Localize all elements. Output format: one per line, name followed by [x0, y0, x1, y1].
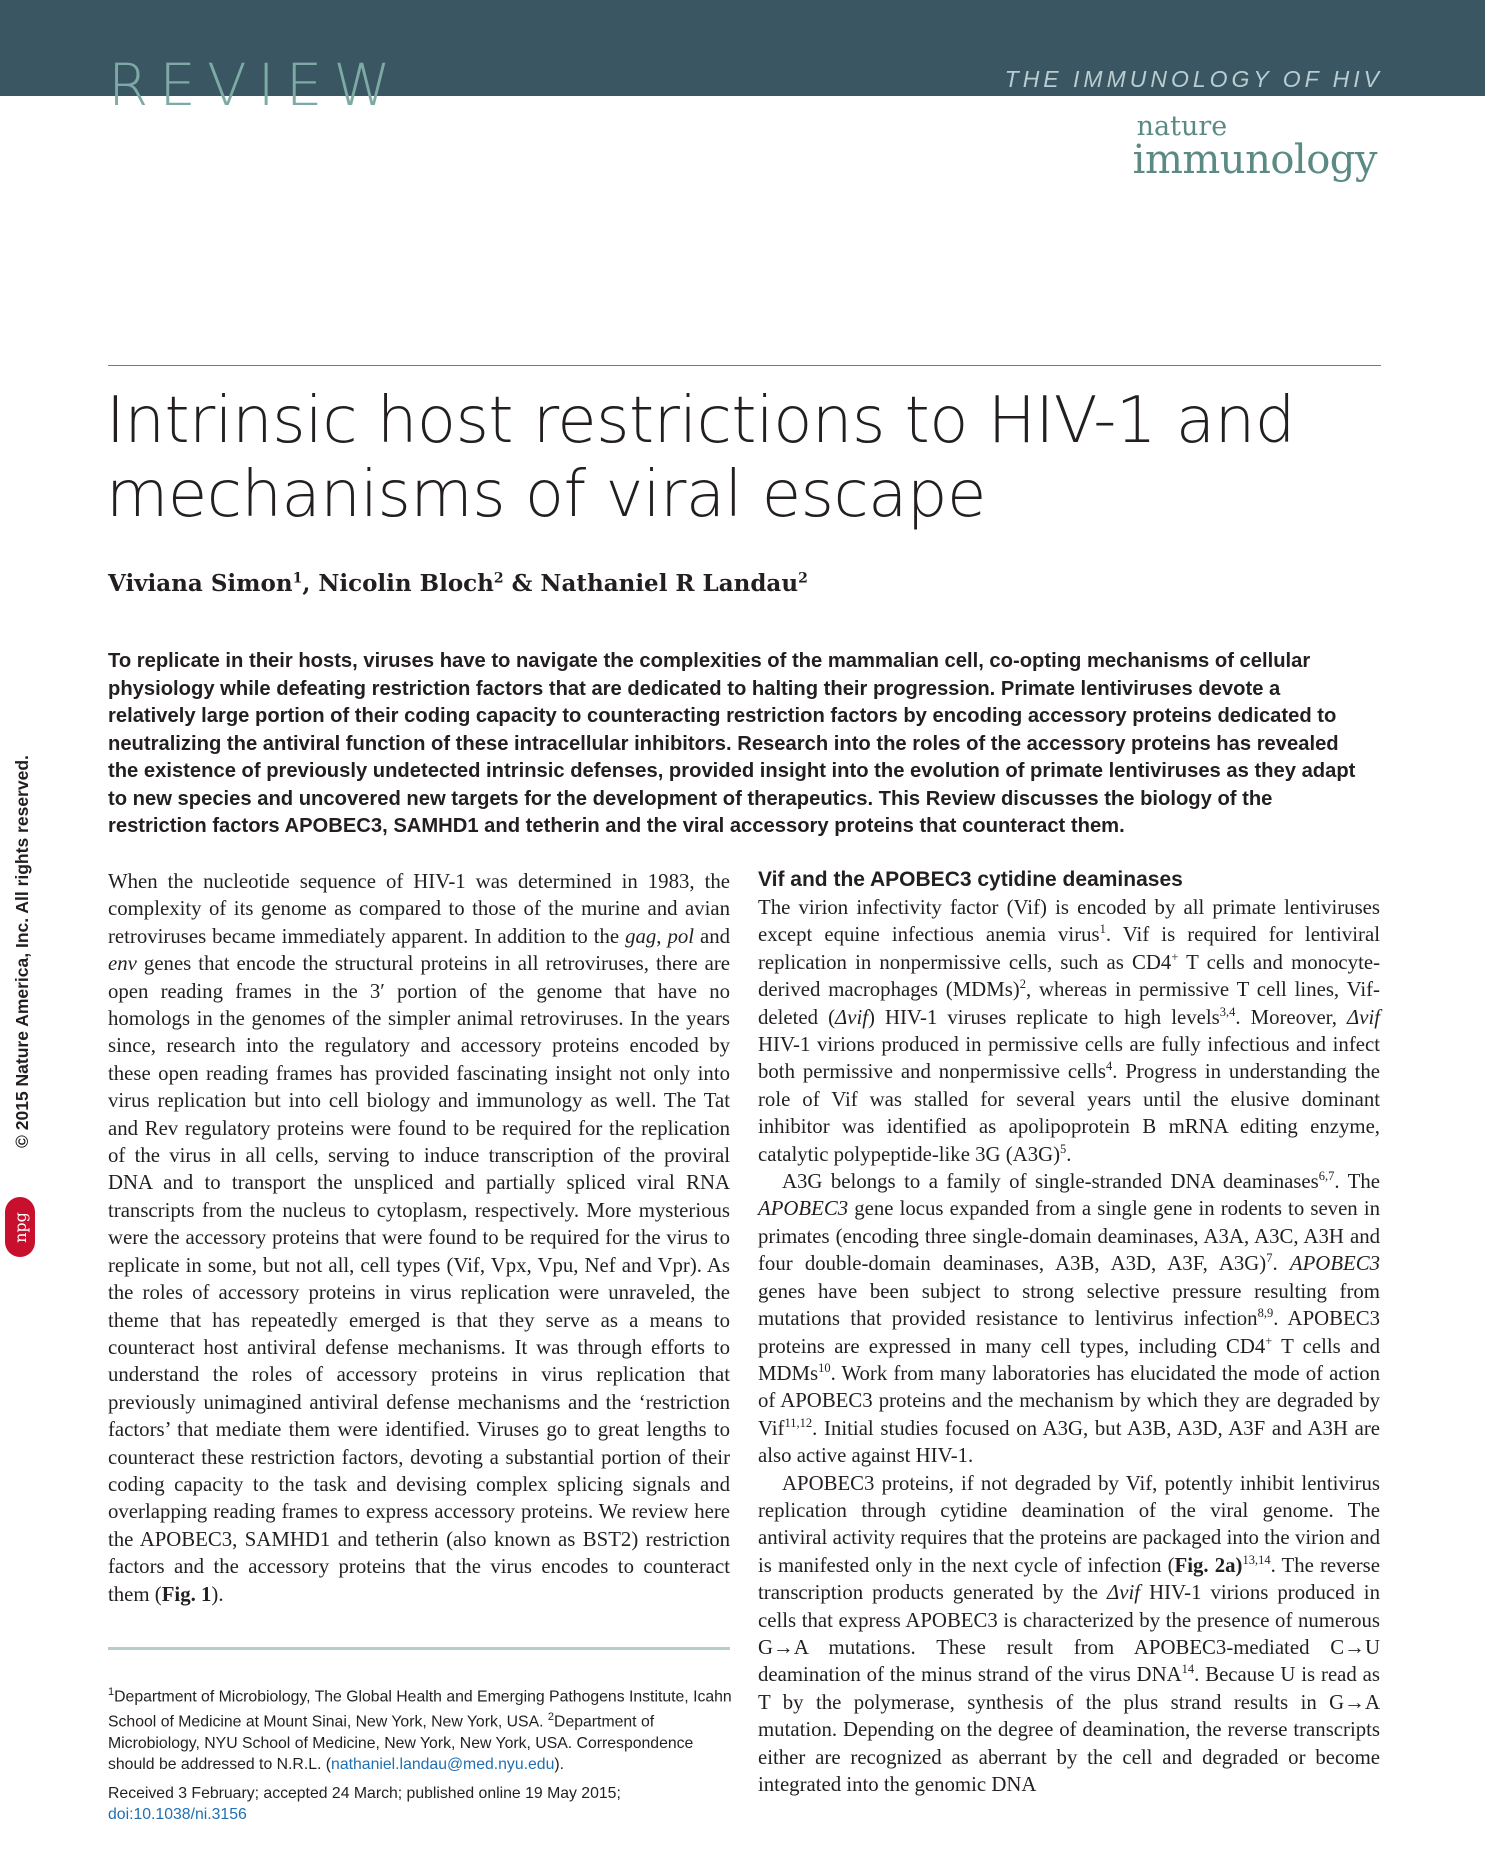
author-list: Viviana Simon$^1$, Nicolin Bloch$^2$ & Nathaniel R Landau$^2$ — [108, 570, 808, 597]
figure-reference[interactable]: Fig. 1 — [161, 1582, 212, 1606]
citation[interactable]: 1 — [1099, 922, 1106, 937]
section-label: THE IMMUNOLOGY OF HIV — [1004, 66, 1383, 92]
body-paragraph: The virion infectivity factor (Vif) is encoded by all primate lentiviruses except equine infectious anemia virus$^1$. Vif is required for lentiviral replication in nonpermissive cells, such as CD4+ T cells and monocyte-derived macrophages (MDMs)$^2$, whereas in permissive T cell lines, Vif-deleted (Δvif) HIV-1 viruses replicate to high levels$^{3,4}$. Moreover, Δvif HIV-1 virions produced in permissive cells are fully infectious and infect both permissive and nonpermissive cells$^4$. Progress in understanding the role of Vif was stalled for several years until the elusive dominant inhibitor was identified as apolipoprotein B mRNA editing enzyme, catalytic polypeptide-like 3G $(A3G)^5$. — [758, 896, 1381, 1166]
doi-link[interactable]: doi:10.1038/ni.3156 — [108, 1806, 247, 1823]
journal-logo-line2: immunology — [1132, 137, 1377, 183]
article-type-label: REVIEW — [108, 51, 402, 119]
citation[interactable]: 7 — [1266, 1251, 1273, 1266]
body-column-left — [108, 868, 730, 1608]
affiliations: $^1$Department of Microbiology, The Global Health and Emerging Pathogens Institute, Icahn School of Medicine at Mount Sinai, New York, New York, USA. $^2$Department of Microbiology, NYU School of Medicine, New York, New York, USA. Correspondence should be addressed to N.R.L. (nathaniel.landau@med.nyu.edu). — [108, 1686, 732, 1773]
correspondence-email-link[interactable]: nathaniel.landau@med.nyu.edu — [331, 1755, 555, 1773]
citation[interactable]: 3,4 — [1219, 1004, 1236, 1019]
author-affil-mark: 1 — [292, 570, 303, 587]
citation[interactable]: 14 — [1181, 1662, 1195, 1677]
citation[interactable]: 11,12 — [784, 1415, 813, 1430]
journal-logo — [1132, 111, 1377, 183]
citation[interactable]: 8,9 — [1257, 1306, 1274, 1321]
figure-reference[interactable]: Fig. 2a — [1174, 1553, 1236, 1577]
body-column-right — [758, 866, 1380, 1798]
publication-history — [108, 1783, 733, 1825]
npg-logo-text: npg — [10, 1211, 30, 1243]
citation[interactable]: 5 — [1060, 1141, 1067, 1156]
section-heading: Vif and the APOBEC3 cytidine deaminases — [758, 868, 1183, 891]
intro-paragraph: When the nucleotide sequence of HIV-1 was determined in 1983, the complexity of its genome as compared to those of the murine and avian retroviruses became immediately apparent. In addition to the gag, pol and env genes that encode the structural proteins in all retroviruses, there are open reading frames in the 3′ portion of the genome that have no homologs in the genomes of the simpler animal retroviruses. In the years since, research into the regulatory and accessory proteins encoded by these open reading frames has provided fascinating insight not only into virus replication but into cell biology and immunology as well. The Tat and Rev regulatory proteins were found to be required for the replication of the virus in all cells, serving to induce transcription of the proviral DNA and to transport the unspliced and partially spliced viral RNA transcripts from the nucleus to cytoplasm, respectively. More mysterious were the accessory proteins that were found to be required for the virus to replicate in some, but not all, cell types (Vif, Vpx, Vpu, Nef and Vpr). As the roles of accessory proteins in virus replication were unraveled, the theme that has repeatedly emerged is that they serve as a means to counteract host antiviral defense mechanisms. It was through efforts to understand the roles of accessory proteins in virus replication that previously unimagined antiviral defense mechanisms and the ‘restriction factors’ that mediate them were identified. Viruses go to great lengths to counteract these restriction factors, devoting a substantial portion of their coding capacity to the task and devising complex splicing signals and overlapping reading frames to express accessory proteins. We review here the APOBEC3, SAMHD1 and tetherin (also known as BST2) restriction factors and the accessory proteins that the virus encodes to counteract them (Fig. 1). — [108, 870, 730, 1606]
title-rule — [108, 365, 1381, 366]
citation[interactable]: 4 — [1106, 1059, 1113, 1074]
journal-logo-line1: nature — [1136, 111, 1228, 142]
author-name: Nicolin Bloch — [318, 570, 494, 597]
citation[interactable]: 2 — [1019, 977, 1026, 992]
body-paragraph: APOBEC3 proteins, if not degraded by Vif, potently inhibit lentivirus replication through cytidine deamination of the viral genome. The antiviral activity requires that the proteins are packaged into the virion and is manifested only in the next cycle of infection (Fig. 2a)$^{13,14}$. The reverse transcription products generated by the Δvif HIV-1 virions produced in cells that express APOBEC3 is characterized by the presence of numerous G→A mutations. These result from APOBEC3-mediated C→U deamination of the minus strand of the virus DNA$^{14}$. Because U is read as T by the polymerase, synthesis of the plus strand results in G→A mutation. Depending on the degree of deamination, the reverse transcripts either are recognized as aberrant by the cell and degraded or become integrated into the genomic DNA — [758, 1471, 1381, 1796]
received-dates: Received 3 February; accepted 24 March; published online 19 May 2015; — [108, 1785, 621, 1802]
author-affil-mark: 2 — [493, 570, 504, 587]
npg-logo — [5, 1197, 35, 1257]
article-title: Intrinsic host restrictions to HIV-1 and mechanisms of viral escape — [106, 384, 1295, 532]
copyright-notice: © 2015 Nature America, Inc. All rights reserved. — [12, 755, 32, 1148]
author-affil-mark: 2 — [798, 570, 808, 587]
citation[interactable]: 10 — [818, 1360, 831, 1375]
abstract: To replicate in their hosts, viruses have to navigate the complexities of the mammalian cell, co-opting mechanisms of cellular physiology while defeating restriction factors that are dedicated to halting their progression. Primate lentiviruses devote a relatively large portion of their coding capacity to counteracting restriction factors by encoding accessory proteins dedicated to neutralizing the antiviral function of these intracellular inhibitors. Research into the roles of the accessory proteins has revealed the existence of previously undetected intrinsic defenses, provided insight into the evolution of primate lentiviruses as they adapt to new species and uncovered new targets for the development of therapeutics. This Review discusses the biology of the restriction factors APOBEC3, SAMHD1 and tetherin and the viral accessory proteins that counteract them. — [108, 650, 1356, 837]
citation[interactable]: 13,14 — [1242, 1552, 1271, 1567]
author-name: Viviana Simon — [108, 570, 293, 597]
citation[interactable]: 6,7 — [1318, 1169, 1335, 1184]
footnote-rule — [108, 1647, 730, 1650]
author-name: Nathaniel R Landau — [540, 570, 799, 597]
body-paragraph: A3G belongs to a family of single-stranded DNA deaminases$^{6,7}$. The APOBEC3 gene locus expanded from a single gene in rodents to seven in primates (encoding three single-domain deaminases, A3A, A3C, A3H and four double-domain deaminases, A3B, A3D, A3F, A3G)$^7$. APOBEC3 genes have been subject to strong selective pressure resulting from mutations that provided resistance to lentivirus infection$^{8,9}$. APOBEC3 proteins are expressed in many cell types, including CD4+ T cells and MDMs$^{10}$. Work from many laboratories has elucidated the mode of action of APOBEC3 proteins and the mechanism by which they are degraded by Vif$^{11,12}$. Initial studies focused on A3G, but A3B, A3D, A3F and A3H are also active against HIV-1. — [758, 1169, 1381, 1468]
